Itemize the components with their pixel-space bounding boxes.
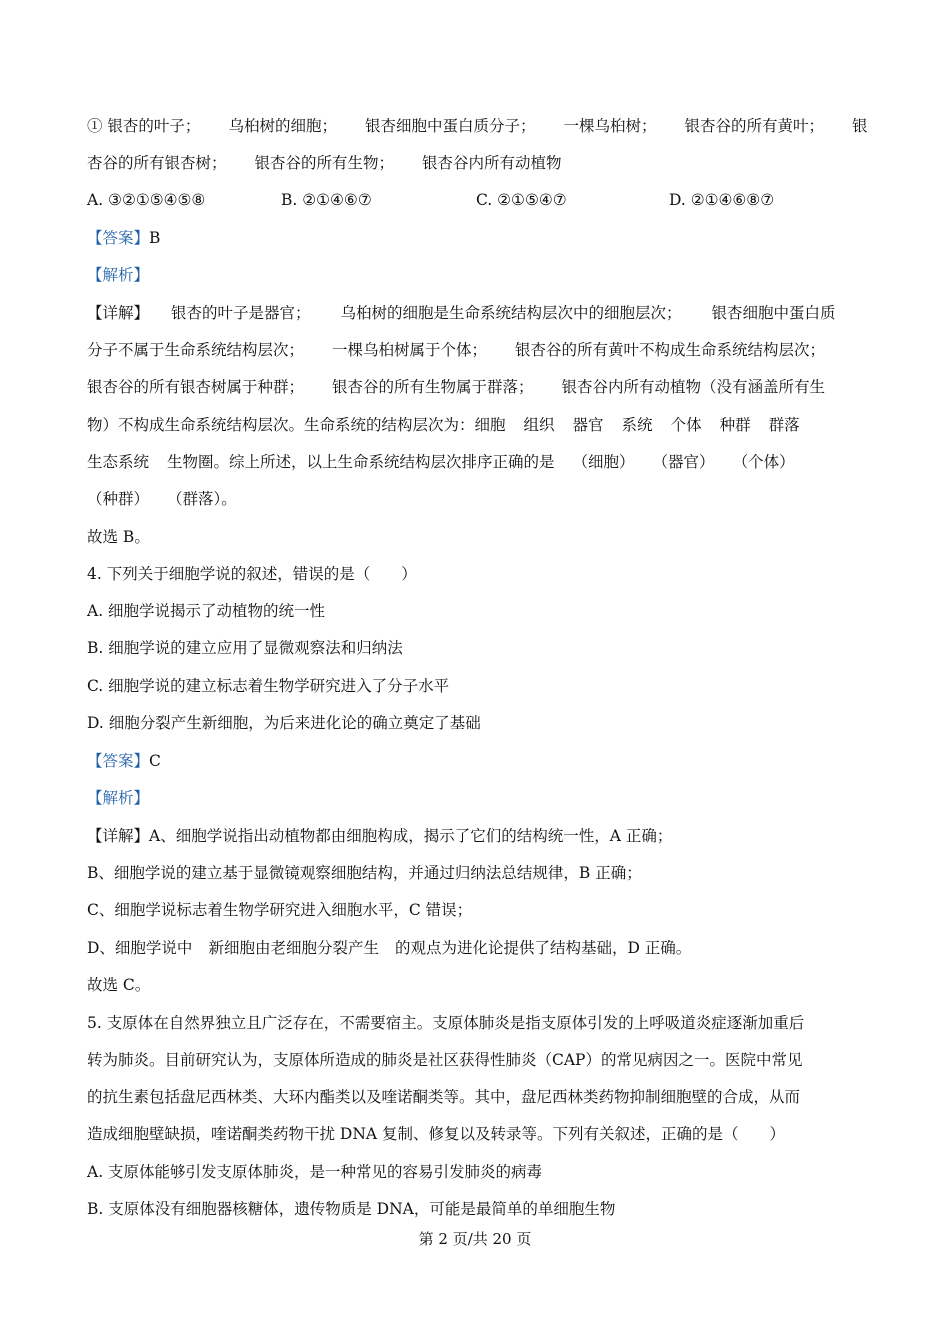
q3-detail-text: 分子不属于生命系统结构层次； [87, 341, 305, 359]
q3-detail-line-2 [87, 339, 825, 361]
q3-conclusion: 故选 B。 [87, 528, 150, 546]
q5-stem-line-4: 造成细胞壁缺损，喹诺酮类药物干扰 DNA 复制、修复以及转录等。下列有关叙述，正确的是（ ） [87, 1125, 786, 1143]
q3-detail-text: 种群 [719, 416, 751, 434]
q3-analysis-tag: 【解析】 [87, 266, 150, 284]
q4-detail-text: A、细胞学说指出动植物都由细胞构成，揭示了它们的结构统一性，A 正确； [149, 827, 673, 845]
q3-item-6-start: 银 [852, 117, 868, 135]
q4-option-b: B. 细胞学说的建立应用了显微观察法和归纳法 [87, 639, 403, 657]
q3-detail-text: 器官 [572, 416, 604, 434]
q3-detail-text: 银杏谷内所有动植物（没有涵盖所有生 [561, 378, 826, 396]
q5-stem-line-1: 5. 支原体在自然界独立且广泛存在，不需要宿主。支原体肺炎是指支原体引发的上呼吸道炎症逐渐加重后 [87, 1014, 805, 1032]
detail-tag: 【详解】 [87, 827, 150, 845]
q3-detail-text: 生物圈。综上所述，以上生命系统结构层次排序正确的是 [167, 453, 555, 471]
q3-answer [87, 227, 160, 249]
q5-option-b: B. 支原体没有细胞器核糖体，遗传物质是 DNA，可能是最简单的单细胞生物 [87, 1200, 616, 1218]
q4-stem: 4. 下列关于细胞学说的叙述，错误的是（ ） [87, 565, 417, 583]
q5-stem-line-2: 转为肺炎。目前研究认为，支原体所造成的肺炎是社区获得性肺炎（CAP）的常见病因之一。医院中常见 [87, 1051, 803, 1069]
q3-option-a: A. ③②①⑤④⑤⑧ [87, 191, 206, 209]
q4-analysis-tag: 【解析】 [87, 789, 150, 807]
q3-detail-text: 银杏的叶子是器官； [171, 304, 311, 322]
q3-detail-text: （个体） [732, 453, 795, 471]
q4-detail-line-4 [87, 937, 691, 959]
answer-value: B [149, 229, 161, 247]
answer-value: C [149, 752, 161, 770]
q3-detail-text: 群落 [768, 416, 800, 434]
q3-detail-text: （群落）。 [167, 490, 237, 508]
detail-tag: 【详解】 [87, 304, 150, 322]
q4-detail-text: 新细胞由老细胞分裂产生 [208, 939, 379, 957]
q3-detail-line-4 [87, 414, 800, 436]
q3-option-d: D. ②①④⑥⑧⑦ [669, 191, 775, 209]
q3-detail-text: 一棵乌桕树属于个体； [332, 341, 488, 359]
q3-detail-line-3 [87, 376, 825, 398]
q3-detail-line-5 [87, 451, 795, 473]
q3-detail-text: 生态系统 [87, 453, 150, 471]
q3-detail-text: 系统 [621, 416, 653, 434]
q3-item-6-end: 杏谷的所有银杏树； [87, 154, 227, 172]
q4-detail-text: D、细胞学说中 [87, 939, 193, 957]
q5-stem-line-3: 的抗生素包括盘尼西林类、大环内酯类以及喹诺酮类等。其中，盘尼西林类药物抑制细胞壁的合成，从而 [87, 1088, 801, 1106]
q5-option-a: A. 支原体能够引发支原体肺炎，是一种常见的容易引发肺炎的病毒 [87, 1163, 543, 1181]
q3-detail-text: （种群） [87, 490, 150, 508]
q3-detail-line-1 [87, 302, 836, 324]
q4-detail-line-1 [87, 825, 672, 847]
q3-detail-text: 银杏谷的所有黄叶不构成生命系统结构层次； [515, 341, 826, 359]
q3-option-b: B. ②①④⑥⑦ [281, 191, 372, 209]
answer-tag: 【答案】 [87, 752, 150, 770]
page-footer: 第 2 页/共 20 页 [418, 1230, 532, 1248]
q3-item-2: 乌桕树的细胞； [228, 117, 337, 135]
q4-option-c: C. 细胞学说的建立标志着生物学研究进入了分子水平 [87, 677, 450, 695]
q3-detail-text: 银杏谷的所有银杏树属于种群； [87, 378, 305, 396]
q3-detail-text: 个体 [670, 416, 702, 434]
q3-item-5: 银杏谷的所有黄叶； [684, 117, 824, 135]
q4-conclusion: 故选 C。 [87, 976, 151, 994]
q3-items-line-1 [87, 115, 868, 137]
q4-detail-text: 的观点为进化论提供了结构基础，D 正确。 [394, 939, 692, 957]
q3-detail-text: （细胞） [572, 453, 635, 471]
q4-option-d: D. 细胞分裂产生新细胞，为后来进化论的确立奠定了基础 [87, 714, 481, 732]
q3-detail-line-6 [87, 488, 237, 510]
q3-detail-text: 组织 [523, 416, 555, 434]
q3-detail-text: 银杏细胞中蛋白质 [711, 304, 836, 322]
answer-tag: 【答案】 [87, 229, 150, 247]
q3-item-4: 一棵乌桕树； [563, 117, 657, 135]
q3-option-c: C. ②①⑤④⑦ [476, 191, 567, 209]
q4-option-a: A. 细胞学说揭示了动植物的统一性 [87, 602, 326, 620]
q4-detail-line-3: C、细胞学说标志着生物学研究进入细胞水平，C 错误； [87, 901, 473, 919]
q3-detail-text: 乌桕树的细胞是生命系统结构层次中的细胞层次； [340, 304, 682, 322]
q3-items-line-2 [87, 152, 562, 174]
q4-answer [87, 750, 161, 772]
q3-item-1: ① 银杏的叶子； [87, 117, 201, 135]
q3-item-8: 银杏谷内所有动植物 [422, 154, 562, 172]
q3-item-3: 银杏细胞中蛋白质分子； [364, 117, 536, 135]
q3-item-7: 银杏谷的所有生物； [254, 154, 395, 172]
q3-detail-text: 银杏谷的所有生物属于群落； [332, 378, 534, 396]
q4-detail-line-2: B、细胞学说的建立基于显微镜观察细胞结构，并通过归纳法总结规律，B 正确； [87, 864, 642, 882]
q3-detail-text: （器官） [652, 453, 715, 471]
q3-detail-text: 物）不构成生命系统结构层次。生命系统的结构层次为：细胞 [87, 416, 506, 434]
